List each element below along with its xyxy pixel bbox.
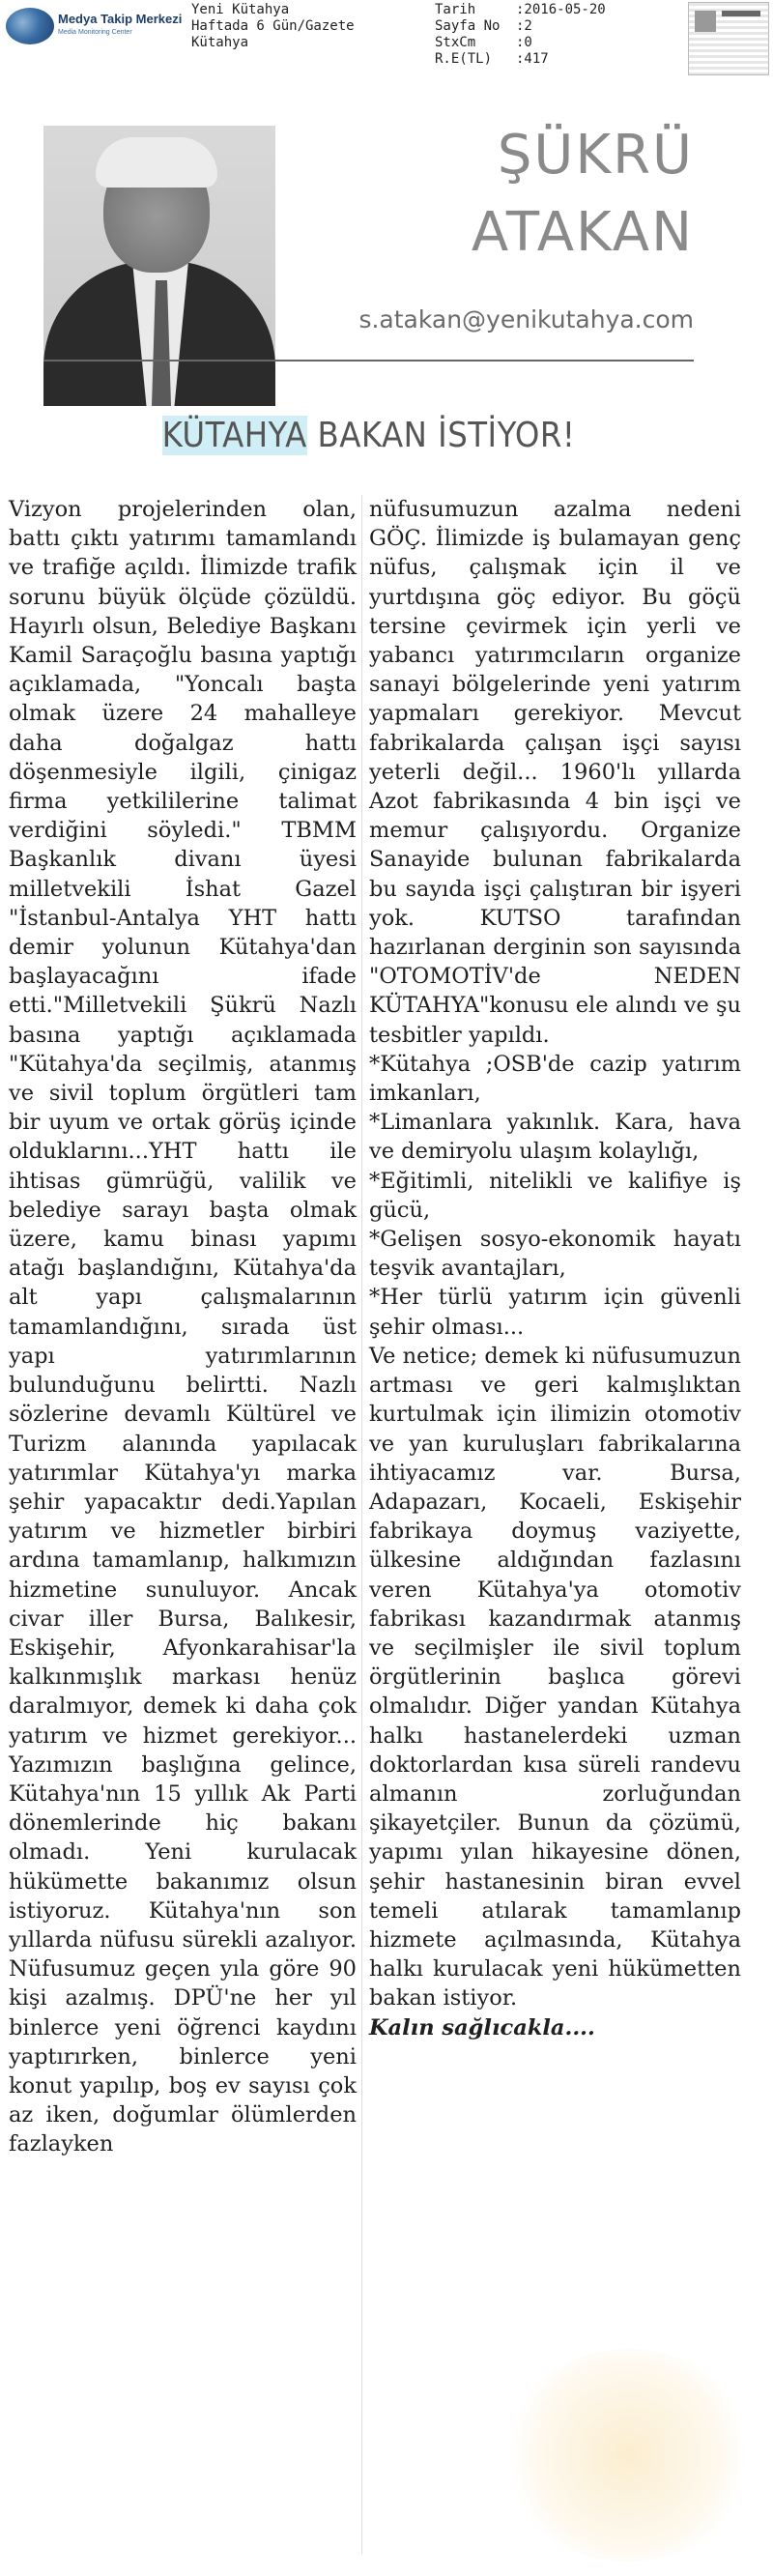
article-column-right [369,495,741,2042]
header-divider [43,360,694,362]
clipping-meta [435,2,606,68]
bullet-item: *Her türlü yatırım için güvenli şehir olması... [369,1285,741,1340]
author-first-name: ŞÜKRÜ [497,124,694,187]
meta-row-stxcm: StxCm :0 [435,35,532,50]
bullet-item: *Gelişen sosyo-ekonomik hayatı teşvik avantajları, [369,1227,741,1282]
paragraph: Ve netice; demek ki nüfusumuzun artması ve geri kalmışlıktan kurtulmak için ilimizin otomotiv ve yan kuruluşları fabrikalarına ihtiyacamız var. Bursa, Adapazarı, Kocaeli, Eskişehir fabrikaya doymuş vaziyette, ülkesine aldığından fazlasını veren Kütahya'ya otomotiv fabrikası kazandırmak atanmış ve seçilmişler ile sivil toplum örgütlerinin başlıca görevi olmalıdır. Diğer yandan Kütahya halkı hastanelerdeki uzman doktorlardan kısa süreli randevu almanın zorluğundan şikayetçiler. Bunun da çözümü, yapımı yılan hikayesine dönen, şehir hastanesinin biran evvel temeli atılarak tamamlanıp hizmete açılmasında, Kütahya halkı kurulacak yeni hükümetten bakan istiyor. [369,1343,741,2012]
paragraph: Vizyon projelerinden olan, battı çıktı yatırımı tamamlandı ve trafiğe açıldı. İlimizde trafik sorunu büyük ölçüde çözüldü. Hayırlı olsun, Belediye Başkanı Kamil Saraçoğlu basına yaptığı açıklamada, "Yoncalı başta olmak üzere 24 mahalleye daha doğalgaz hattı döşenmesiyle ilgili, çinigaz firma yetkililerine talimat verdiğini söyledi." TBMM Başkanlık divanı üyesi milletvekili İshat Gazel "İstanbul-Antalya YHT hattı demir yolunun Kütahya'dan başlayacağını ifade etti."Milletvekili Şükrü Nazlı basına yaptığı açıklamada "Kütahya'da seçilmiş, atanmış ve sivil toplum örgütleri tam bir uyum ve ortak görüş içinde olduklarını...YHT hattı ile ihtisas gümrüğü, valilik ve belediye sarayı başta olmak üzere, kamu binası yapımı atağı başlandığını, Kütahya'da alt yapı çalışmalarının tamamlandığını, sırada üst yapı yatırımlarının bulunduğunu belirtti. Nazlı sözlerine devamlı Kültürel ve Turizm alanında yapılacak yatırımlar Kütahya'yı marka şehir yapacaktır dedi.Yapılan yatırım ve hizmetler birbiri ardına tamamlanıp, halkımızın hizmetine sunuluyor. Ancak civar iller Bursa, Balıkesir, Eskişehir, Afyonkarahisar'la kalkınmışlık markası henüz daralmıyor, demek ki daha çok yatırım ve hizmet gerekiyor... Yazımızın başlığına gelince, Kütahya'nın 15 yıllık Ak Parti dönemlerinde hiç bakanı olmadı. Yeni kurulacak hükümette bakanımız olsun istiyoruz. Kütahya'nın son yıllarda nüfusu sürekli azalıyor. Nüfusumuz geçen yıla göre 90 kişi azalmış. DPÜ'ne her yıl binlerce yeni öğrenci kaydını yaptırırken, binlerce yeni konut yapılıp, boş ev sayısı çok az iken, doğumlar ölümlerden fazlayken [9,497,357,2157]
globe-icon [6,8,54,44]
bullet-item: *Eğitimli, nitelikli ve kalifiye iş gücü, [369,1168,741,1223]
article-column-left [9,495,357,2159]
paragraph: nüfusumuzun azalma nedeni GÖÇ. İlimizde iş bulamayan genç nüfus, çalışmak için il ve yurtdışına göç ediyor. Bu göçü tersine çevirmek için yerli ve yabancı yatırımcıların organize sanayi bölgelerinde yeni yatırım yapmaları gerekiyor. Mevcut fabrikalarda çalışan işçi sayısı yeterli değil... 1960'lı yıllarda Azot fabrikasında 4 bin işçi ve memur çalışıyordu. Organize Sanayide bulunan fabrikalarda bu sayıda işçi çalıştıran bir işyeri yok. KUTSO tarafından hazırlanan derginin son sayısında "OTOMOTİV'de NEDEN KÜTAHYA"konusu ele alındı ve şu tesbitler yapıldı. [369,497,741,1048]
logo-subtitle: Media Monitoring Center [58,29,132,36]
clipping-header [0,0,773,77]
publication-info [191,2,355,51]
column-divider [361,495,362,2554]
publication-frequency: Haftada 6 Gün/Gazete [191,18,355,34]
bullet-item: *Limanlara yakınlık. Kara, hava ve demiryolu ulaşım kolaylığı, [369,1110,741,1165]
page-thumbnail [688,2,769,75]
meta-row-date: Tarih :2016-05-20 [435,2,606,17]
headline-rest: BAKAN İSTİYOR! [306,416,576,455]
bullet-item: *Kütahya ;OSB'de cazip yatırım imkanları, [369,1051,741,1107]
publication-city: Kütahya [191,35,249,50]
logo-title: Medya Takip Merkezi [58,12,183,26]
meta-row-ad-value: R.E(TL) :417 [435,51,549,67]
media-monitoring-logo [6,6,183,46]
headline-highlight: KÜTAHYA [161,416,307,455]
watermark [502,2349,754,2562]
publication-name: Yeni Kütahya [191,2,290,17]
article-headline [43,416,694,455]
author-last-name: ATAKAN [471,201,694,264]
meta-row-page: Sayfa No :2 [435,18,532,34]
author-email: s.atakan@yenikutahya.com [358,305,694,333]
author-block [0,77,773,358]
author-photo [43,126,275,406]
sign-off: Kalın sağlıcakla.... [369,2014,595,2041]
